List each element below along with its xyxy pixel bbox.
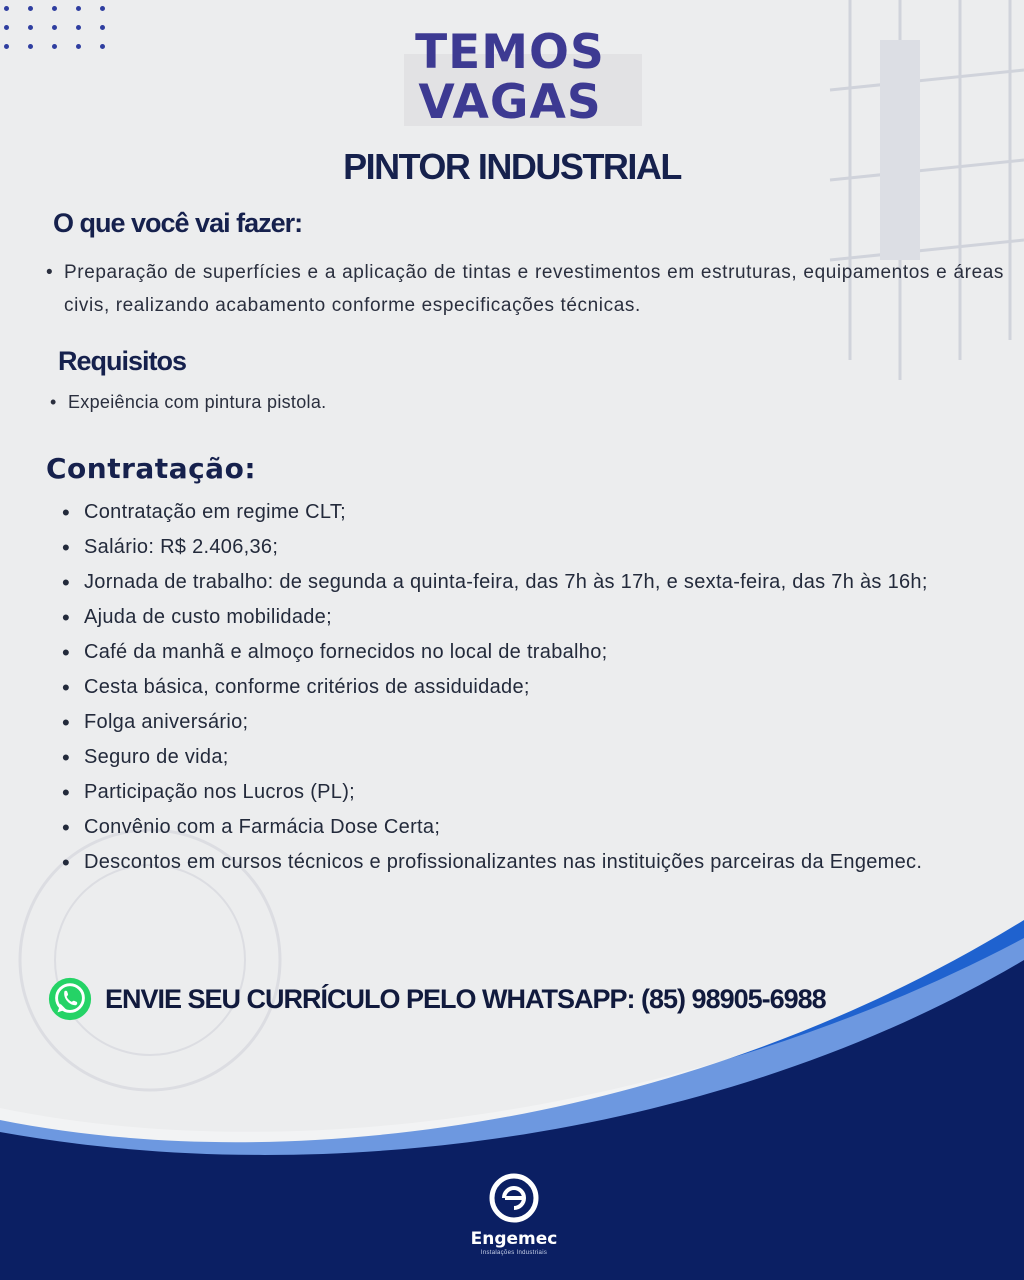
list-item: • Jornada de trabalho: de segunda a quinta-feira, das 7h às 17h, e sexta-feira, das 7h às 16h; — [62, 565, 982, 600]
whatsapp-cta[interactable] — [47, 976, 826, 1022]
duties-heading: O que você vai fazer: — [53, 208, 303, 238]
list-item: • Salário: R$ 2.406,36; — [62, 530, 982, 565]
list-item: • Café da manhã e almoço fornecidos no local de trabalho; — [62, 635, 982, 670]
engemec-logo-icon — [488, 1172, 540, 1224]
brand-tagline: Instalações Industriais — [480, 1250, 548, 1256]
title-line-2: VAGAS — [418, 75, 602, 130]
list-item: • Seguro de vida; — [62, 740, 982, 775]
hiring-heading: Contratação: — [46, 452, 257, 485]
list-item: • Contratação em regime CLT; — [62, 495, 982, 530]
list-item: • Ajuda de custo mobilidade; — [62, 600, 982, 635]
title-line-1: TEMOS — [415, 25, 605, 80]
decorative-dots — [4, 6, 108, 49]
requirement-item: • Expeiência com pintura pistola. — [50, 392, 326, 413]
page-title — [360, 25, 660, 130]
list-item: • Convênio com a Farmácia Dose Certa; — [62, 810, 982, 845]
engemec-logo — [462, 1172, 566, 1256]
whatsapp-icon[interactable] — [47, 976, 93, 1022]
benefits-list — [62, 495, 982, 880]
list-item: • Participação nos Lucros (PL); — [62, 775, 982, 810]
list-item: • Cesta básica, conforme critérios de assiduidade; — [62, 670, 982, 705]
requirements-heading: Requisitos — [58, 346, 187, 376]
job-title: PINTOR INDUSTRIAL — [343, 146, 681, 187]
list-item: • Folga aniversário; — [62, 705, 982, 740]
list-item: • Descontos em cursos técnicos e profissionalizantes nas instituições parceiras da Engemec. — [62, 845, 982, 880]
cta-text: ENVIE SEU CURRÍCULO PELO WHATSAPP: (85) 98905-6988 — [105, 983, 826, 1014]
brand-name: Engemec — [470, 1229, 558, 1249]
duties-text: • Preparação de superfícies e a aplicação de tintas e revestimentos em estruturas, equipamentos e áreas civis, realizando acabamento conforme especificações técnicas. — [46, 256, 1004, 322]
